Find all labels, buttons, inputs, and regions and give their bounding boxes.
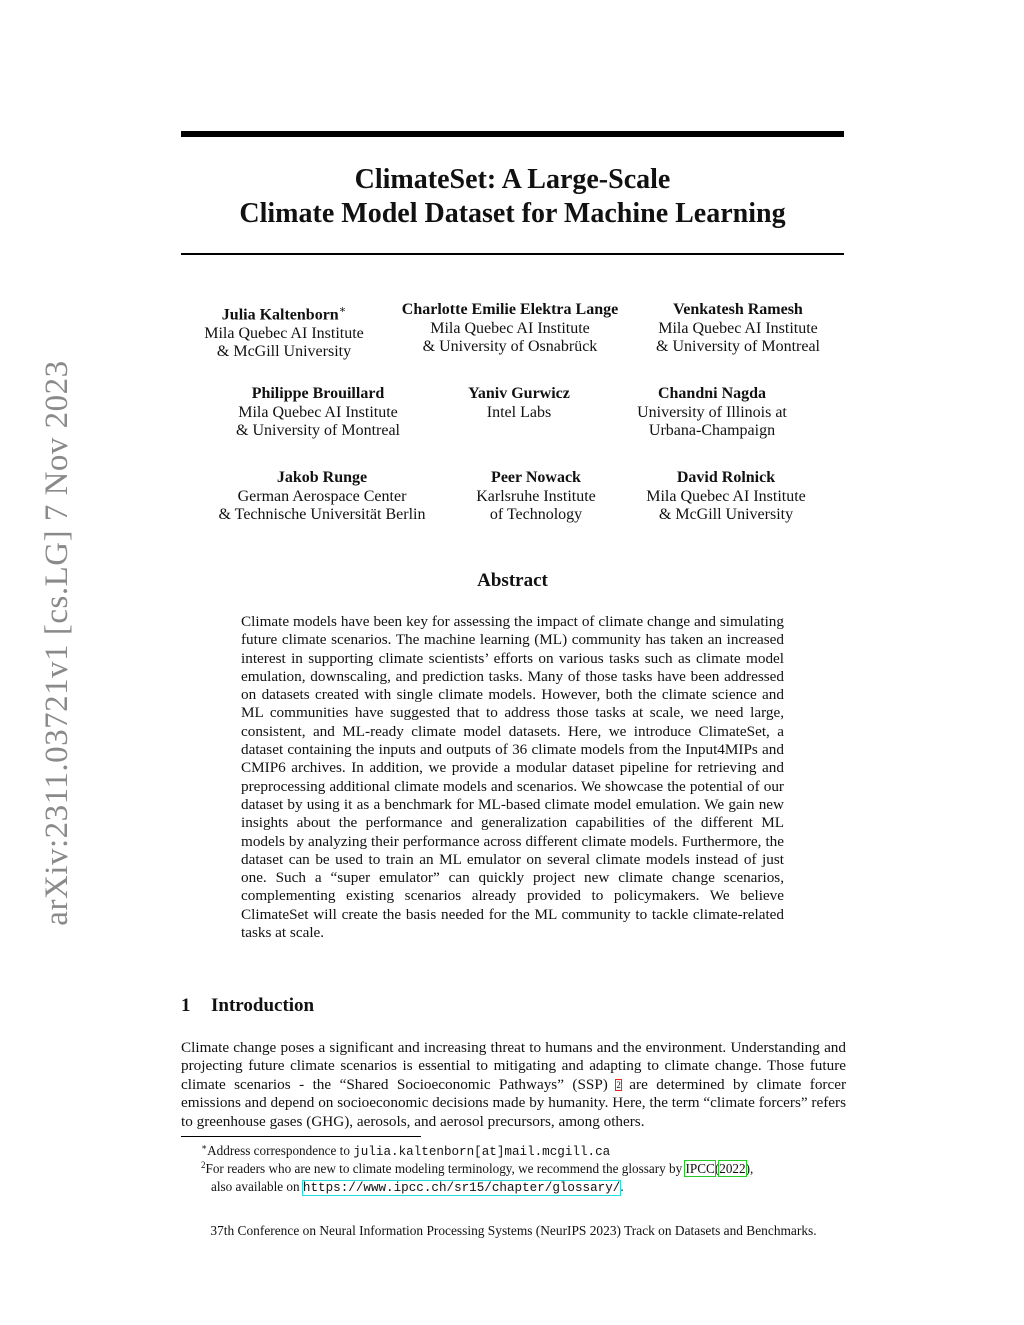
author-affiliation: German Aerospace Center — [237, 487, 407, 505]
author-affiliation: Mila Quebec AI Institute — [658, 319, 818, 337]
footnote-text: also available on — [211, 1179, 300, 1194]
footnote-1 — [181, 1142, 846, 1161]
conference-footer: 37th Conference on Neural Information Processing Systems (NeurIPS 2023) Track on Datasets and Benchmarks. — [210, 1223, 817, 1238]
author-affiliation: Mila Quebec AI Institute — [646, 487, 806, 505]
author-name: Yaniv Gurwicz — [468, 385, 570, 402]
footnote-text: Address correspondence to — [207, 1143, 350, 1158]
author-block — [224, 385, 412, 441]
author-affiliation: & Technische Universität Berlin — [218, 506, 426, 523]
author-name: David Rolnick — [676, 469, 776, 486]
footnote-period: . — [620, 1179, 624, 1194]
arxiv-side-stamp: arXiv:2311.03721v1 [cs.LG] 7 Nov 2023 — [39, 360, 75, 926]
author-block — [206, 469, 438, 525]
footnote-rule — [181, 1136, 421, 1137]
title-top-rule — [181, 131, 844, 137]
author-block — [634, 469, 818, 525]
abstract-text: Climate models have been key for assessing the impact of climate change and simulating future climate scenarios. The machine learning (ML) community has taken an increased interest in supporting climate scientists’ efforts on various tasks such as climate model emulation, downscaling, and prediction tasks. Many of those tasks have been addressed on datasets created with single climate models. However, both the climate science and ML communities have suggested that to address those tasks at scale, we need large, consistent, and ML-ready climate model datasets. Here, we introduce ClimateSet, a dataset containing the inputs and outputs of 36 climate models from the Input4MIPs and CMIP6 archives. In addition, we provide a modular dataset pipeline for retrieving and preprocessing additional climate models and scenarios. We showcase the potential of our dataset by using it as a benchmark for ML-based climate model emulation. We gain new insights about the performance and generalization capabilities of the different ML models by analyzing their performance across different climate models. Furthermore, the dataset can be used to train an ML emulator on several climate models instead of just one. Such a “super emulator” can quickly project new climate change scenarios, complementing existing scenarios already provided to policymakers. We believe ClimateSet will create the basis needed for the ML community to tackle climate-related tasks at scale. — [241, 613, 784, 942]
paper-title — [181, 163, 844, 231]
footnote-text: For readers who are new to climate modeling terminology, we recommend the glossary by — [205, 1161, 683, 1176]
author-block — [646, 301, 830, 357]
abstract-heading: Abstract — [477, 570, 548, 591]
author-affiliation: & McGill University — [216, 343, 352, 361]
author-affiliation: Mila Quebec AI Institute — [238, 403, 398, 421]
citation-link-year[interactable]: 2022 — [719, 1161, 746, 1176]
author-affiliation: & University of Osnabrück — [422, 338, 598, 355]
title-bottom-rule — [181, 253, 844, 255]
section-number: 1 — [181, 995, 191, 1016]
author-block — [390, 301, 630, 357]
author-affiliation: & University of Montreal — [656, 338, 820, 355]
author-affiliation: Urbana-Champaign — [648, 422, 776, 439]
intro-text: are determined by climate forcer emissions and depend on socioeconomic decisions made by humanity. Here, the term “climate forcers” refers to greenhouse gases (GHG), aerosols, and aerosol precursors, among others. — [181, 1075, 847, 1130]
section-heading — [181, 995, 314, 1017]
author-affiliation: & McGill University — [658, 506, 794, 523]
title-line-2: Climate Model Dataset for Machine Learning — [239, 198, 786, 229]
author-name: Jakob Runge — [276, 469, 368, 486]
citation-paren: ), — [745, 1161, 754, 1176]
footnote-mark: ∗ — [201, 1142, 208, 1152]
citation-link-author[interactable]: IPCC — [685, 1161, 715, 1176]
author-name: Venkatesh Ramesh — [673, 301, 803, 318]
author-affiliation: Mila Quebec AI Institute — [204, 324, 364, 342]
author-block — [628, 385, 796, 441]
author-name: Charlotte Emilie Elektra Lange — [401, 301, 619, 318]
author-name: Peer Nowack — [491, 469, 581, 486]
author-block — [194, 301, 374, 362]
author-name: Julia Kaltenborn∗ — [221, 304, 347, 324]
author-affiliation: Karlsruhe Institute — [476, 487, 596, 505]
intro-text: Climate change poses a significant and increasing threat to humans and the environment. Understanding and projecting future climate scenarios is essential to mitigating and adapting to climate change. Those future climate scenarios - the “Shared Socioeconomic Pathways” (SSP) — [181, 1039, 846, 1093]
author-name: Chandni Nagda — [657, 385, 767, 402]
author-affiliation: Mila Quebec AI Institute — [430, 319, 590, 337]
section-title: Introduction — [211, 995, 315, 1016]
author-affiliation: & University of Montreal — [236, 422, 400, 439]
footnote-email: julia.kaltenborn[at]mail.mcgill.ca — [353, 1145, 611, 1159]
author-name: Philippe Brouillard — [251, 385, 385, 402]
author-affiliation: University of Illinois at — [637, 403, 787, 421]
citation-paren: ( — [714, 1161, 720, 1176]
footnote-mark: 2 — [201, 1160, 206, 1170]
title-line-1: ClimateSet: A Large-Scale — [354, 164, 671, 195]
author-block — [452, 385, 586, 422]
author-affiliation: of Technology — [489, 506, 583, 523]
author-affiliation: Intel Labs — [486, 403, 552, 421]
author-block — [462, 469, 610, 525]
footnote-2 — [181, 1160, 846, 1197]
glossary-url-link[interactable]: https://www.ipcc.ch/sr15/chapter/glossary/ — [302, 1181, 621, 1195]
introduction-paragraph — [181, 1039, 846, 1131]
footnote-ref-link[interactable]: 2 — [616, 1079, 621, 1090]
